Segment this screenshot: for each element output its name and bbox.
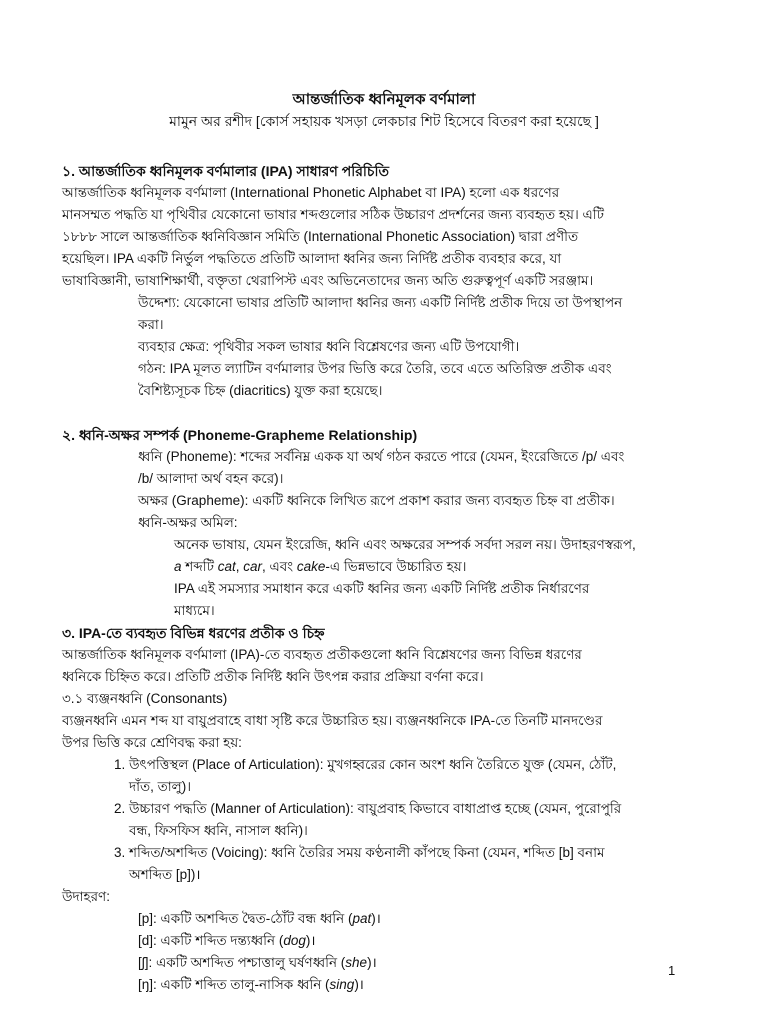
section-3-intro-line: আন্তর্জাতিক ধ্বনিমূলক বর্ণমালা (IPA)-তে ব্যবহৃত প্রতীকগুলো ধ্বনি বিশ্লেষণের জন্য বিভিন্ন ধরণের — [62, 647, 582, 662]
phoneme-point-cont: /b/ আলাদা অর্থ বহন করে)। — [138, 471, 284, 486]
example-item — [62, 974, 702, 996]
text-run: , এবং — [262, 559, 297, 574]
examples-label: উদাহরণ: — [62, 889, 110, 904]
example-word: sing — [329, 977, 355, 992]
text-run: )। — [367, 955, 377, 970]
text-run: শব্দটি — [181, 559, 218, 574]
list-number: 1. — [114, 757, 126, 772]
page-number: 1 — [668, 963, 676, 978]
mismatch-detail-line: অনেক ভাষায়, যেমন ইংরেজি, ধ্বনি এবং অক্ষরের সম্পর্ক সর্বদা সরল নয়। উদাহরণস্বরূপ, — [174, 537, 636, 552]
criteria-item — [62, 842, 702, 886]
list-number: 2. — [114, 801, 126, 816]
example-word-cake: cake — [296, 559, 326, 574]
section-1-para-line: হয়েছিল। IPA একটি নির্ভুল পদ্ধতিতে প্রতিটি আলাদা ধ্বনির জন্য নির্দিষ্ট প্রতীক ব্যবহার করে, যা — [62, 251, 562, 266]
section-1-para-line: মানসম্মত পদ্ধতি যা পৃথিবীর যেকোনো ভাষার শব্দগুলোর সঠিক উচ্চারণ প্রদর্শনের জন্য ব্যবহৃত হয়। এটি — [62, 207, 605, 222]
consonants-para-line: উপর ভিত্তি করে শ্রেণিবদ্ধ করা হয়: — [62, 735, 242, 750]
criteria-item — [62, 798, 702, 842]
example-item — [62, 930, 702, 952]
text-run: )। — [305, 933, 316, 948]
text-run: [d]: একটি শব্দিত দন্ত্যধ্বনি ( — [138, 933, 284, 948]
list-number: 3. — [114, 845, 126, 860]
section-2-heading: ২. ধ্বনি-অক্ষর সম্পর্ক (Phoneme-Grapheme Relationship) — [62, 427, 418, 443]
purpose-point-cont: করা। — [138, 317, 164, 332]
criteria-item — [62, 754, 702, 798]
example-word-cat: cat — [217, 559, 236, 574]
mismatch-example-line — [62, 556, 702, 578]
criteria-line: দাঁত, তালু)। — [129, 779, 192, 794]
example-item — [62, 952, 702, 974]
purpose-point: উদ্দেশ্য: যেকোনো ভাষার প্রতিটি আলাদা ধ্বনির জন্য একটি নির্দিষ্ট প্রতীক দিয়ে তা উপস্থাপন — [138, 295, 623, 310]
example-word-car: car — [243, 559, 262, 574]
example-word: pat — [352, 911, 372, 926]
example-item — [62, 908, 702, 930]
consonants-para-line: ব্যঞ্জনধ্বনি এমন শব্দ যা বায়ুপ্রবাহে বাধা সৃষ্টি করে উচ্চারিত হয়। ব্যঞ্জনধ্বনিকে IPA-তে তিনটি মানদণ্ডের — [62, 713, 603, 728]
text-run: )। — [371, 911, 381, 926]
consonants-subheading: ৩.১ ব্যঞ্জনধ্বনি (Consonants) — [62, 691, 228, 706]
criteria-line: শব্দিত/অশব্দিত (Voicing): ধ্বনি তৈরির সময় কণ্ঠনালী কাঁপছে কিনা (যেমন, শব্দিত [b] বনাম — [129, 845, 605, 860]
document-subtitle: মামুন অর রশীদ [কোর্স সহায়ক খসড়া লেকচার শিট হিসেবে বিতরণ করা হয়েছে ] — [169, 113, 599, 129]
section-1-para-line: আন্তর্জাতিক ধ্বনিমূলক বর্ণমালা (International Phonetic Alphabet বা IPA) হলো এক ধরণের — [62, 185, 560, 200]
mismatch-detail-line: মাধ্যমে। — [174, 603, 215, 618]
text-run: -এ ভিন্নভাবে উচ্চারিত হয়। — [325, 559, 467, 574]
mismatch-point: ধ্বনি-অক্ষর অমিল: — [138, 515, 238, 530]
text-run: [p]: একটি অশব্দিত দ্বৈত-ঠোঁট বন্ধ ধ্বনি ( — [138, 911, 353, 926]
document-title: আন্তর্জাতিক ধ্বনিমূলক বর্ণমালা — [292, 91, 476, 108]
grapheme-point: অক্ষর (Grapheme): একটি ধ্বনিকে লিখিত রূপে প্রকাশ করার জন্য ব্যবহৃত চিহ্ন বা প্রতীক। — [138, 493, 615, 508]
section-3-intro-line: ধ্বনিকে চিহ্নিত করে। প্রতিটি প্রতীক নির্দিষ্ট ধ্বনি উৎপন্ন করার প্রক্রিয়া বর্ণনা করে। — [62, 669, 484, 684]
criteria-line: বন্ধ, ফিসফিস ধ্বনি, নাসাল ধ্বনি)। — [129, 823, 308, 838]
section-3-heading: ৩. IPA-তে ব্যবহৃত বিভিন্ন ধরণের প্রতীক ও চিহ্ন — [62, 625, 325, 641]
phoneme-point: ধ্বনি (Phoneme): শব্দের সর্বনিম্ন একক যা অর্থ গঠন করতে পারে (যেমন, ইংরেজিতে /p/ এবং — [138, 449, 625, 464]
section-1-para-line: ১৮৮৮ সালে আন্তর্জাতিক ধ্বনিবিজ্ঞান সমিতি (International Phonetic Association) দ্বারা প্রণীত — [62, 229, 579, 244]
section-1-heading: ১. আন্তর্জাতিক ধ্বনিমূলক বর্ণমালার (IPA) সাধারণ পরিচিতি — [62, 163, 389, 179]
example-word: dog — [283, 933, 306, 948]
text-run: , — [235, 559, 244, 574]
criteria-line: অশব্দিত [p])। — [129, 867, 201, 882]
section-1-para-line: ভাষাবিজ্ঞানী, ভাষাশিক্ষার্থী, বক্তৃতা থেরাপিস্ট এবং অভিনেতাদের জন্য অতি গুরুত্বপূর্ণ একটি সরঞ্জাম। — [62, 273, 594, 288]
usage-point: ব্যবহার ক্ষেত্র: পৃথিবীর সকল ভাষার ধ্বনি বিশ্লেষণের জন্য এটি উপযোগী। — [138, 339, 520, 354]
example-word-a: a — [174, 559, 182, 574]
mismatch-detail-line: IPA এই সমস্যার সমাধান করে একটি ধ্বনির জন্য একটি নির্দিষ্ট প্রতীক নির্ধারণের — [174, 581, 590, 596]
text-run: [ʃ]: একটি অশব্দিত পশ্চাত্তালু ঘর্ষণধ্বনি ( — [138, 955, 346, 970]
text-run: )। — [354, 977, 364, 992]
structure-point: গঠন: IPA মূলত ল্যাটিন বর্ণমালার উপর ভিত্তি করে তৈরি, তবে এতে অতিরিক্ত প্রতীক এবং — [138, 361, 612, 376]
text-run: [ŋ]: একটি শব্দিত তালু-নাসিক ধ্বনি ( — [138, 977, 330, 992]
structure-point-cont: বৈশিষ্ট্যসূচক চিহ্ন (diacritics) যুক্ত করা হয়েছে। — [138, 383, 383, 398]
criteria-line: উচ্চারণ পদ্ধতি (Manner of Articulation): বায়ুপ্রবাহ কিভাবে বাধাপ্রাপ্ত হচ্ছে (যেমন, পুরোপুরি — [129, 801, 622, 816]
criteria-list — [62, 754, 702, 886]
document-body — [62, 160, 702, 996]
criteria-line: উৎপত্তিস্থল (Place of Articulation): মুখগহ্বরের কোন অংশ ধ্বনি তৈরিতে যুক্ত (যেমন, ঠোঁট, — [129, 757, 617, 772]
example-word: she — [345, 955, 368, 970]
